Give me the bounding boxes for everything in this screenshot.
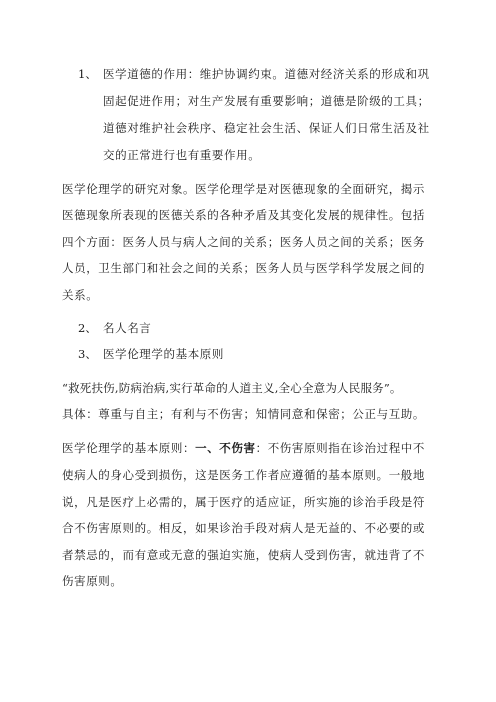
para2-line-5: 者禁忌的，而有意或无意的强迫实施，使病人受到伤害，就违背了不 [62,548,425,562]
quote-line-1: “救死扶伤,防病治病,实行革命的人道主义,全心全意为人民服务”。 [62,381,402,395]
list-number-1: 1、 [78,67,97,81]
quote-line-2: 具体：尊重与自主；有利与不伤害；知情同意和保密；公正与互助。 [62,407,425,421]
para1-line-2: 医德现象所表现的医德关系的各种矛盾及其变化发展的规律性。包括 [62,208,425,222]
para2-rest: ：不伤害原则指在诊治过程中不 [255,441,426,455]
para2-bold-heading: 一、不伤害 [195,441,256,455]
para2-line-3: 说，凡是医疗上必需的，属于医疗的适应证，所实施的诊治手段是符 [62,495,425,509]
para1-line-4: 人员，卫生部门和社会之间的关系；医务人员与医学科学发展之间的 [62,261,425,275]
item3-text: 医学伦理学的基本原则 [103,347,224,361]
list-number-3: 3、 [78,347,97,361]
item1-line-2: 固起促进作用；对生产发展有重要影响；道德是阶级的工具； [103,94,430,108]
para1-line-5: 关系。 [62,288,99,302]
para2-intro: 医学伦理学的基本原则： [62,441,196,455]
para2-line-2: 使病人的身心受到损伤，这是医务工作者应遵循的基本原则。一般地 [62,468,425,482]
para2-line-6: 伤害原则。 [62,574,123,588]
para2-line-1 [62,440,425,456]
list-number-2: 2、 [78,321,97,335]
item1-line-1: 医学道德的作用：维护协调约束。道德对经济关系的形成和巩 [103,67,430,81]
item1-line-3: 道德对维护社会秩序、稳定社会生活、保证人们日常生活及社 [103,121,430,135]
para1-line-3: 四个方面：医务人员与病人之间的关系；医务人员之间的关系；医务 [62,235,425,249]
item2-text: 名人名言 [103,321,152,335]
para2-line-4: 合不伤害原则的。相反，如果诊治手段对病人是无益的、不必要的或 [62,521,425,535]
para1-line-1: 医学伦理学的研究对象。医学伦理学是对医德现象的全面研究，揭示 [62,182,425,196]
item1-line-4: 交的正常进行也有重要作用。 [103,148,261,162]
